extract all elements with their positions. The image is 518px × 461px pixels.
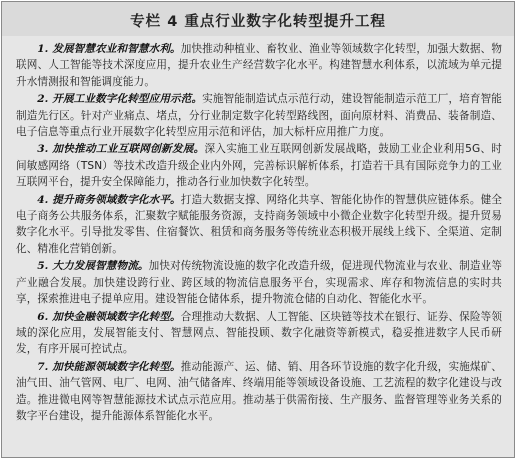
paragraph-lead: 1. 发展智慧农业和智慧水利。: [37, 43, 181, 55]
box-body: [16, 41, 502, 425]
feature-box: [1, 1, 515, 458]
paragraph-text: 推动能源产、运、储、销、用各环节设施的数字化升级，实施煤矿、油气田、油气管网、电厂、电网、油气储备库、终端用能等领域设备设施、工艺流程的数字化建设与改造。推进微电网等智慧能源技术试点示范应用。推动基于供需衔接、生产服务、监督管理等业务关系的数字平台建设，提升能源体系智能化水平。: [16, 360, 503, 422]
paragraph-text: 打造大数据支撑、网络化共享、智能化协作的智慧供应链体系。健全电子商务公共服务体系，汇聚数字赋能服务资源，支持商务领域中小微企业数字化转型升级。提升贸易数字化水平。引导批发零售、住宿餐饮、租赁和商务服务等传统业态积极开展线上线下、全渠道、定制化、精准化营销创新。: [16, 193, 503, 255]
paragraph-lead: 3. 加快推动工业互联网创新发展。: [37, 143, 205, 156]
paragraph-lead: 6. 加快金融领域数字化转型。: [37, 310, 181, 323]
paragraph: [16, 359, 502, 425]
paragraph: [16, 141, 502, 190]
paragraph: [16, 91, 502, 140]
paragraph: [16, 192, 502, 258]
paragraph-lead: 7. 加快能源领域数字化转型。: [37, 360, 181, 373]
paragraph-lead: 2. 开展工业数字化转型应用示范。: [37, 93, 203, 106]
paragraph-text: 实施智能制造试点示范行动，建设智能制造示范工厂，培育智能制造先行区。针对产业痛点、堵点，分行业制定数字化转型路线图，面向原材料、消费品、装备制造、电子信息等重点行业开展数字化转型应用示范和评估，加大标杆应用推广力度。: [16, 93, 502, 139]
paragraph-text: 深入实施工业互联网创新发展战略，鼓励工业企业利用5G、时间敏感网络（TSN）等技术改造升级企业内外网，完善标识解析体系，打造若干具有国际竞争力的工业互联网平台，提升安全保障能力，推动各行业加快数字化转型。: [16, 143, 503, 189]
paragraph-text: 加快推动种植业、畜牧业、渔业等领域数字化转型，加强大数据、物联网、人工智能等技术深度应用，提升农业生产经营数字化水平。构建智慧水利体系，以流域为单元提升水情测报和智能调度能力。: [16, 43, 503, 88]
paragraph: [16, 41, 502, 90]
paragraph-text: 加快对传统物流设施的数字化改造升级，促进现代物流业与农业、制造业等产业融合发展。加快建设跨行业、跨区域的物流信息服务平台，实现需求、库存和物流信息的实时共享，探索推进电子提单应用。建设智能仓储体系，提升物流仓储的自动化、智能化水平。: [16, 260, 503, 306]
paragraph: [16, 258, 502, 307]
box-title: 专栏 4 重点行业数字化转型提升工程: [130, 14, 386, 30]
paragraph: [16, 309, 502, 358]
title-band: [2, 2, 514, 36]
paragraph-lead: 4. 提升商务领域数字化水平。: [37, 193, 181, 206]
paragraph-text: 合理推动大数据、人工智能、区块链等技术在银行、证券、保险等领域的深化应用，发展智能支付、智慧网点、智能投顾、数字化融资等新模式，稳妥推进数字人民币研发，有序开展可控试点。: [16, 310, 503, 356]
paragraph-lead: 5. 大力发展智慧物流。: [37, 260, 149, 273]
